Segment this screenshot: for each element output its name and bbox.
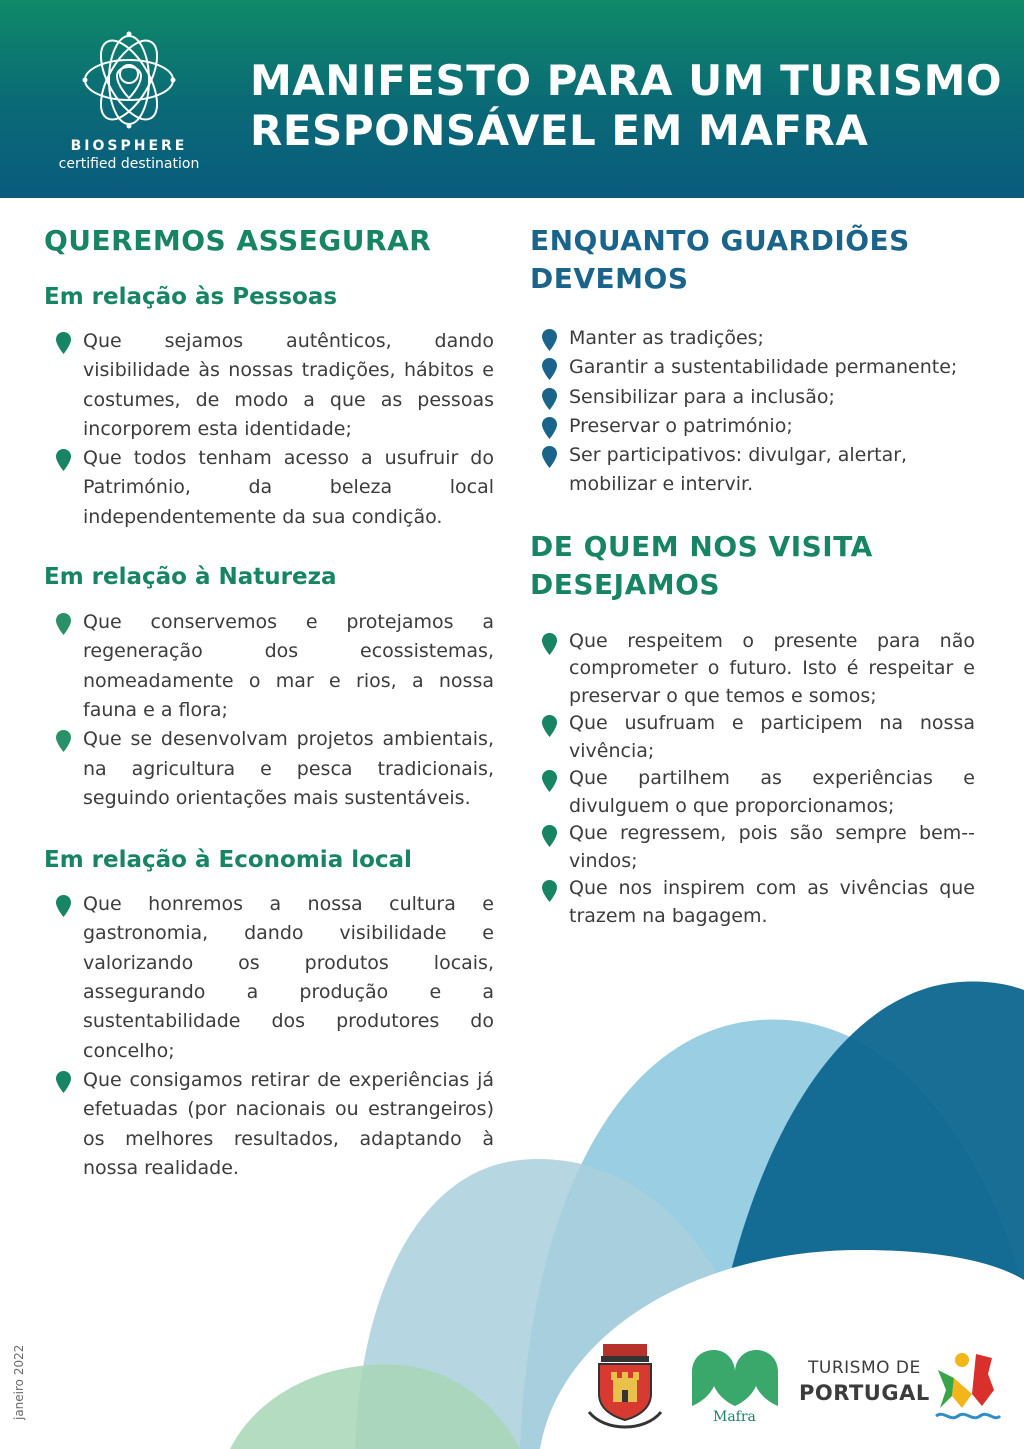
left-column	[44, 222, 494, 1183]
list-item	[530, 324, 975, 353]
mafra-label: Mafra	[713, 1409, 756, 1425]
biosphere-logo	[58, 28, 200, 172]
list-item-text: Que nos inspirem com as vivências que trazem na bagagem.	[569, 877, 975, 927]
section-pessoas-title: Em relação às Pessoas	[44, 284, 338, 310]
list-item-text: Manter as tradições;	[569, 327, 764, 349]
location-pin-icon	[542, 715, 557, 737]
list-item-text: Que respeitem o presente para não comprometer o futuro. Isto é respeitar e preservar o que temos e somos;	[569, 629, 975, 707]
list-item-text: Sensibilizar para a inclusão;	[569, 385, 835, 408]
biosphere-brand: BIOSPHERE	[70, 138, 188, 154]
location-pin-icon	[542, 880, 557, 902]
visitantes-heading: DE QUEM NOS VISITA DESEJAMOS	[530, 529, 873, 601]
location-pin-icon	[56, 895, 71, 917]
page-title: MANIFESTO PARA UM TURISMO RESPONSÁVEL EM MAFRA	[250, 56, 1003, 155]
economia-list	[44, 890, 494, 1183]
section-economia-title: Em relação à Economia local	[44, 847, 412, 874]
list-item-text: Que partilhem as experiências e divulguem o que proporcionamos;	[569, 767, 975, 817]
list-item	[530, 875, 975, 930]
list-item-text: Que regressem, pois são sempre bem--vindos;	[569, 822, 975, 872]
list-item-text: Que consigamos retirar de experiências já efetuadas (por nacionais ou estrangeiros) os melhores resultados, adaptando à nossa realidade.	[83, 1068, 494, 1179]
guardioes-list	[530, 324, 975, 500]
list-item	[530, 628, 975, 711]
queremos-heading: QUEREMOS ASSEGURAR	[44, 224, 432, 257]
location-pin-icon	[56, 1071, 71, 1093]
portugal-label: PORTUGAL	[799, 1381, 930, 1405]
list-item	[44, 890, 494, 1066]
right-column	[530, 222, 975, 930]
guardioes-heading: ENQUANTO GUARDIÕES DEVEMOS	[530, 224, 910, 295]
list-item	[530, 710, 975, 765]
header-banner	[0, 0, 1024, 198]
list-item-text: Que sejamos autênticos, dando visibilidade às nossas tradições, hábitos e costumes, de modo a que as pessoas incorporem esta identidade;	[83, 330, 494, 440]
list-item-text: Garantir a sustentabilidade permanente;	[569, 356, 958, 379]
turismo-portugal-logo-icon	[932, 1350, 1002, 1424]
list-item	[530, 820, 975, 875]
list-item	[530, 412, 975, 441]
location-pin-icon	[542, 770, 557, 792]
list-item-text: Que conservemos e protejamos a regeneração dos ecossistemas, nomeadamente o mar e rios, a nossa fauna e a flora;	[83, 611, 494, 721]
location-pin-icon	[56, 730, 71, 752]
biosphere-emblem-icon	[77, 28, 181, 132]
certified-destination-label: certified destination	[58, 156, 200, 172]
list-item	[530, 441, 975, 500]
location-pin-icon	[542, 825, 557, 847]
location-pin-icon	[542, 358, 557, 380]
list-item-text: Que usufruam e participem na nossa vivência;	[569, 712, 975, 762]
list-item	[44, 725, 494, 813]
location-pin-icon	[56, 332, 71, 354]
list-item	[530, 765, 975, 820]
location-pin-icon	[542, 388, 557, 410]
list-item	[44, 1066, 494, 1183]
date-label: janeiro 2022	[12, 1344, 26, 1420]
section-natureza-title: Em relação à Natureza	[44, 564, 337, 591]
visitantes-list	[530, 628, 975, 931]
list-item-text: Ser participativos: divulgar, alertar, mobilizar e intervir.	[569, 444, 908, 496]
list-item	[44, 444, 494, 532]
municipality-coat-of-arms-icon	[585, 1342, 665, 1434]
list-item-text: Preservar o património;	[569, 414, 793, 437]
location-pin-icon	[542, 446, 557, 468]
location-pin-icon	[56, 613, 71, 635]
list-item-text: Que se desenvolvam projetos ambientais, na agricultura e pesca tradicionais, seguindo orientações mais sustentáveis.	[83, 728, 494, 809]
list-item	[44, 608, 494, 725]
mafra-logo-icon	[692, 1350, 778, 1406]
list-item	[44, 327, 494, 444]
location-pin-icon	[56, 449, 71, 471]
location-pin-icon	[542, 329, 557, 351]
list-item-text: Que honremos a nossa cultura e gastronomia, dando visibilidade e valorizando os produtos locais, assegurando a produção e a sustentabilidade dos produtores do concelho;	[83, 893, 494, 1062]
pessoas-list	[44, 327, 494, 532]
natureza-list	[44, 608, 494, 813]
list-item-text: Que todos tenham acesso a usufruir do Património, da beleza local independentemente da sua condição.	[83, 447, 494, 528]
location-pin-icon	[542, 633, 557, 655]
turismo-de-label: TURISMO DE	[808, 1358, 921, 1378]
location-pin-icon	[542, 417, 557, 439]
list-item	[530, 353, 975, 382]
list-item	[530, 383, 975, 412]
